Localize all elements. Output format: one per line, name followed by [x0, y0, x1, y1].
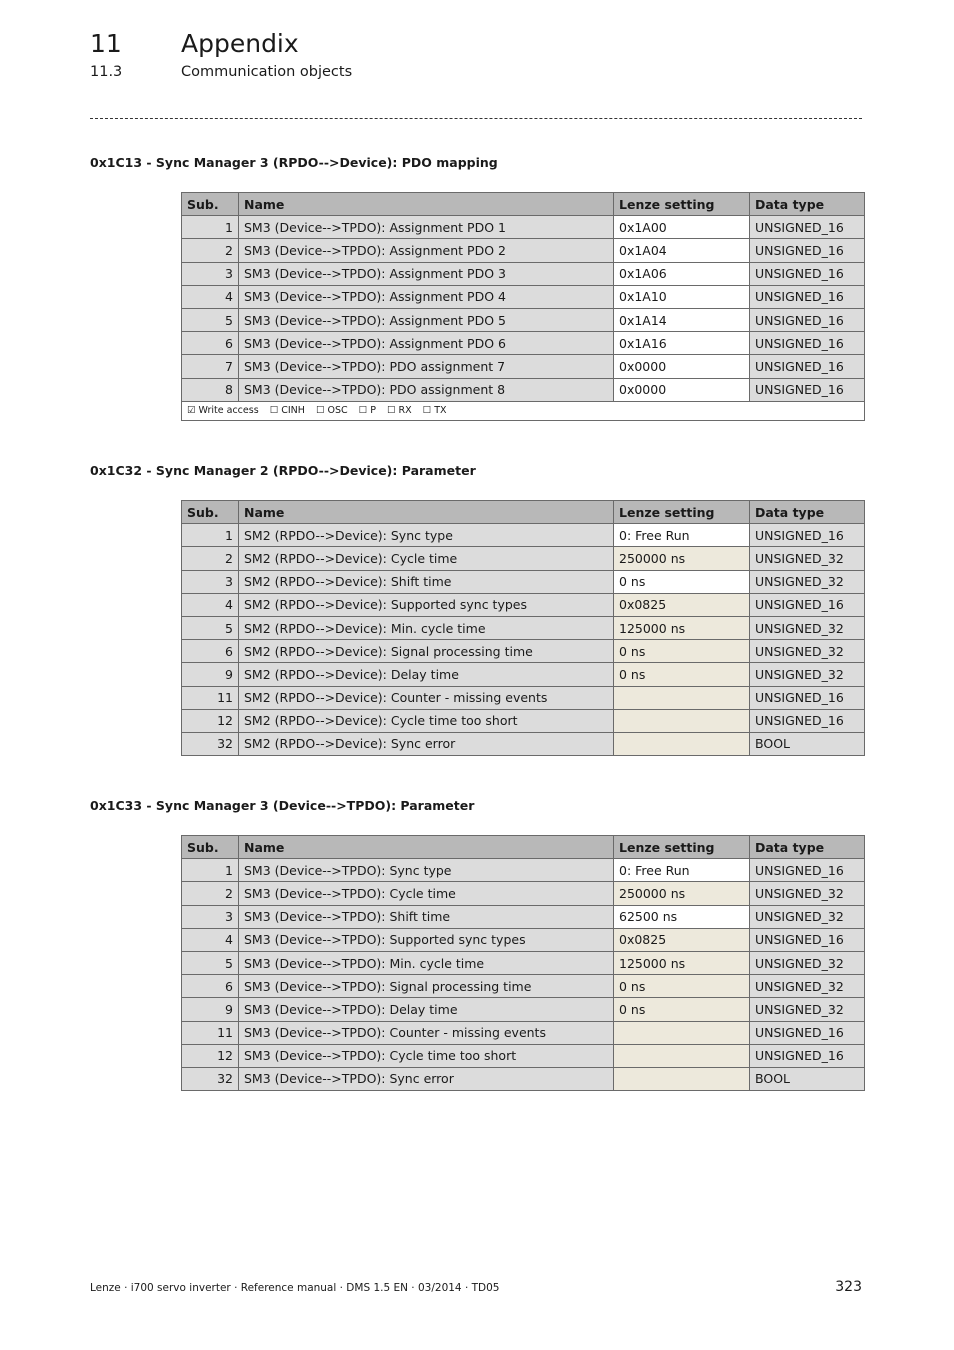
cell-sub: 5 [182, 308, 239, 331]
cell-sub: 2 [182, 882, 239, 905]
cell-type: UNSIGNED_16 [750, 216, 865, 239]
cell-name: SM3 (Device-->TPDO): Sync error [239, 1067, 614, 1090]
section-heading-1c13: 0x1C13 - Sync Manager 3 (RPDO-->Device): PDO mapping [90, 155, 498, 170]
cell-sub: 12 [182, 709, 239, 732]
cell-setting: 0x1A00 [614, 216, 750, 239]
cell-setting: 0 ns [614, 663, 750, 686]
table-row [182, 951, 865, 974]
cell-name: SM3 (Device-->TPDO): Shift time [239, 905, 614, 928]
table-row [182, 378, 865, 401]
cell-setting: 0 ns [614, 975, 750, 998]
table-row [182, 547, 865, 570]
cell-type: UNSIGNED_16 [750, 928, 865, 951]
table-row [182, 859, 865, 882]
cell-setting: 125000 ns [614, 616, 750, 639]
access-row [182, 401, 865, 420]
cell-sub: 12 [182, 1044, 239, 1067]
table-1c33 [181, 835, 865, 1091]
table-row [182, 686, 865, 709]
cell-setting: 62500 ns [614, 905, 750, 928]
cell-sub: 1 [182, 216, 239, 239]
col-data-type: Data type [750, 836, 865, 859]
cell-type: UNSIGNED_16 [750, 709, 865, 732]
cell-setting: 0: Free Run [614, 859, 750, 882]
table-row [182, 1021, 865, 1044]
cell-type: UNSIGNED_32 [750, 616, 865, 639]
cell-type: UNSIGNED_32 [750, 951, 865, 974]
cell-type: UNSIGNED_32 [750, 975, 865, 998]
cell-sub: 3 [182, 570, 239, 593]
cell-setting [614, 1067, 750, 1090]
table-header-row [182, 836, 865, 859]
cell-type: UNSIGNED_16 [750, 524, 865, 547]
cell-setting: 125000 ns [614, 951, 750, 974]
access-flags [182, 401, 865, 420]
cell-setting: 0 ns [614, 640, 750, 663]
cell-type: UNSIGNED_16 [750, 262, 865, 285]
cell-sub: 4 [182, 593, 239, 616]
cell-name: SM2 (RPDO-->Device): Signal processing time [239, 640, 614, 663]
cell-type: UNSIGNED_16 [750, 859, 865, 882]
cell-sub: 1 [182, 859, 239, 882]
cell-name: SM2 (RPDO-->Device): Cycle time too short [239, 709, 614, 732]
cell-setting: 0x1A04 [614, 239, 750, 262]
cell-setting: 0x1A06 [614, 262, 750, 285]
cell-name: SM2 (RPDO-->Device): Min. cycle time [239, 616, 614, 639]
cell-name: SM2 (RPDO-->Device): Shift time [239, 570, 614, 593]
cell-setting: 0x0825 [614, 928, 750, 951]
table-row [182, 524, 865, 547]
col-sub: Sub. [182, 836, 239, 859]
cell-name: SM2 (RPDO-->Device): Delay time [239, 663, 614, 686]
table-row [182, 216, 865, 239]
cell-type: UNSIGNED_16 [750, 378, 865, 401]
table-row [182, 239, 865, 262]
table-row [182, 928, 865, 951]
cell-sub: 6 [182, 975, 239, 998]
cell-setting: 0x0000 [614, 378, 750, 401]
cell-type: UNSIGNED_16 [750, 686, 865, 709]
cell-setting: 250000 ns [614, 547, 750, 570]
cell-sub: 1 [182, 524, 239, 547]
table-row [182, 905, 865, 928]
table-row [182, 616, 865, 639]
col-name: Name [239, 836, 614, 859]
table-row [182, 1067, 865, 1090]
p-flag: ☐ P [358, 405, 376, 417]
table-row [182, 332, 865, 355]
cell-type: UNSIGNED_32 [750, 998, 865, 1021]
section-heading-1c32: 0x1C32 - Sync Manager 2 (RPDO-->Device): Parameter [90, 463, 476, 478]
cell-setting [614, 686, 750, 709]
page-number: 323 [835, 1279, 862, 1295]
cell-type: UNSIGNED_16 [750, 355, 865, 378]
cell-sub: 8 [182, 378, 239, 401]
cell-type: UNSIGNED_32 [750, 570, 865, 593]
cinh-flag: ☐ CINH [269, 405, 305, 417]
cell-type: UNSIGNED_16 [750, 285, 865, 308]
col-lenze-setting: Lenze setting [614, 501, 750, 524]
cell-type: UNSIGNED_32 [750, 882, 865, 905]
table-row [182, 285, 865, 308]
table-row [182, 262, 865, 285]
cell-name: SM3 (Device-->TPDO): Assignment PDO 2 [239, 239, 614, 262]
cell-name: SM3 (Device-->TPDO): Supported sync types [239, 928, 614, 951]
cell-sub: 11 [182, 686, 239, 709]
cell-type: UNSIGNED_32 [750, 905, 865, 928]
cell-setting: 0x1A10 [614, 285, 750, 308]
col-sub: Sub. [182, 501, 239, 524]
cell-setting: 0x1A14 [614, 308, 750, 331]
table-row [182, 732, 865, 755]
cell-name: SM2 (RPDO-->Device): Supported sync types [239, 593, 614, 616]
cell-name: SM2 (RPDO-->Device): Counter - missing events [239, 686, 614, 709]
table-row [182, 570, 865, 593]
cell-name: SM2 (RPDO-->Device): Sync error [239, 732, 614, 755]
col-lenze-setting: Lenze setting [614, 836, 750, 859]
cell-type: UNSIGNED_16 [750, 332, 865, 355]
table-row [182, 998, 865, 1021]
cell-type: UNSIGNED_16 [750, 593, 865, 616]
cell-type: UNSIGNED_16 [750, 239, 865, 262]
cell-sub: 3 [182, 262, 239, 285]
cell-setting [614, 1044, 750, 1067]
table-row [182, 308, 865, 331]
section-heading-1c33: 0x1C33 - Sync Manager 3 (Device-->TPDO): Parameter [90, 798, 475, 813]
cell-sub: 6 [182, 640, 239, 663]
cell-name: SM3 (Device-->TPDO): Sync type [239, 859, 614, 882]
cell-name: SM3 (Device-->TPDO): Cycle time too short [239, 1044, 614, 1067]
cell-name: SM3 (Device-->TPDO): PDO assignment 7 [239, 355, 614, 378]
cell-sub: 7 [182, 355, 239, 378]
cell-setting: 250000 ns [614, 882, 750, 905]
cell-sub: 5 [182, 951, 239, 974]
cell-sub: 9 [182, 663, 239, 686]
section-number: 11.3 [90, 64, 123, 80]
table-header-row [182, 193, 865, 216]
table-header-row [182, 501, 865, 524]
cell-name: SM3 (Device-->TPDO): Min. cycle time [239, 951, 614, 974]
cell-type: UNSIGNED_16 [750, 1021, 865, 1044]
cell-setting [614, 732, 750, 755]
table-row [182, 663, 865, 686]
cell-setting [614, 1021, 750, 1044]
col-name: Name [239, 193, 614, 216]
cell-name: SM3 (Device-->TPDO): Delay time [239, 998, 614, 1021]
cell-name: SM3 (Device-->TPDO): Assignment PDO 3 [239, 262, 614, 285]
col-sub: Sub. [182, 193, 239, 216]
write-access-flag: ☑ Write access [187, 405, 259, 417]
cell-sub: 32 [182, 1067, 239, 1090]
col-lenze-setting: Lenze setting [614, 193, 750, 216]
cell-sub: 5 [182, 616, 239, 639]
cell-sub: 3 [182, 905, 239, 928]
cell-sub: 4 [182, 928, 239, 951]
cell-name: SM3 (Device-->TPDO): Assignment PDO 4 [239, 285, 614, 308]
cell-name: SM3 (Device-->TPDO): Assignment PDO 5 [239, 308, 614, 331]
table-row [182, 640, 865, 663]
footer-text: Lenze · i700 servo inverter · Reference manual · DMS 1.5 EN · 03/2014 · TD05 [90, 1282, 500, 1294]
tx-flag: ☐ TX [422, 405, 447, 417]
table-row [182, 709, 865, 732]
table-row [182, 975, 865, 998]
cell-setting: 0 ns [614, 570, 750, 593]
osc-flag: ☐ OSC [315, 405, 348, 417]
cell-type: BOOL [750, 1067, 865, 1090]
table-1c32 [181, 500, 865, 756]
cell-name: SM2 (RPDO-->Device): Sync type [239, 524, 614, 547]
cell-type: UNSIGNED_16 [750, 308, 865, 331]
rx-flag: ☐ RX [386, 405, 412, 417]
cell-sub: 4 [182, 285, 239, 308]
cell-setting: 0 ns [614, 998, 750, 1021]
cell-sub: 6 [182, 332, 239, 355]
cell-type: UNSIGNED_32 [750, 547, 865, 570]
section-title: Communication objects [181, 64, 353, 80]
col-data-type: Data type [750, 501, 865, 524]
cell-name: SM3 (Device-->TPDO): PDO assignment 8 [239, 378, 614, 401]
cell-sub: 9 [182, 998, 239, 1021]
cell-type: UNSIGNED_16 [750, 1044, 865, 1067]
cell-name: SM3 (Device-->TPDO): Cycle time [239, 882, 614, 905]
cell-sub: 11 [182, 1021, 239, 1044]
cell-name: SM3 (Device-->TPDO): Counter - missing events [239, 1021, 614, 1044]
cell-setting: 0x0000 [614, 355, 750, 378]
cell-name: SM3 (Device-->TPDO): Assignment PDO 6 [239, 332, 614, 355]
chapter-title: Appendix [181, 29, 299, 58]
table-row [182, 593, 865, 616]
cell-setting: 0: Free Run [614, 524, 750, 547]
cell-name: SM3 (Device-->TPDO): Signal processing time [239, 975, 614, 998]
cell-sub: 2 [182, 239, 239, 262]
cell-setting [614, 709, 750, 732]
cell-type: BOOL [750, 732, 865, 755]
cell-type: UNSIGNED_32 [750, 640, 865, 663]
col-name: Name [239, 501, 614, 524]
table-row [182, 1044, 865, 1067]
chapter-number: 11 [90, 29, 122, 58]
cell-name: SM3 (Device-->TPDO): Assignment PDO 1 [239, 216, 614, 239]
cell-name: SM2 (RPDO-->Device): Cycle time [239, 547, 614, 570]
cell-type: UNSIGNED_32 [750, 663, 865, 686]
cell-setting: 0x0825 [614, 593, 750, 616]
table-row [182, 882, 865, 905]
cell-sub: 2 [182, 547, 239, 570]
col-data-type: Data type [750, 193, 865, 216]
table-row [182, 355, 865, 378]
header-dashed-rule [90, 118, 862, 119]
table-1c13 [181, 192, 865, 421]
cell-setting: 0x1A16 [614, 332, 750, 355]
cell-sub: 32 [182, 732, 239, 755]
